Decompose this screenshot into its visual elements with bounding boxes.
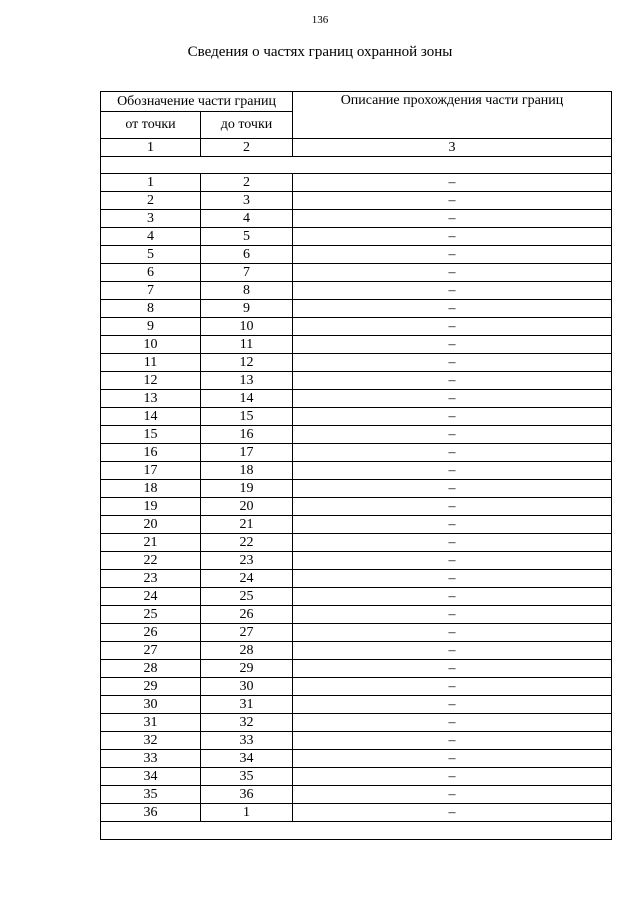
table-row bbox=[101, 282, 612, 300]
from-point-cell: 15 bbox=[101, 426, 201, 444]
description-cell: – bbox=[293, 480, 612, 498]
description-cell: – bbox=[293, 210, 612, 228]
description-cell: – bbox=[293, 660, 612, 678]
to-point-cell: 30 bbox=[201, 678, 293, 696]
to-point-cell: 11 bbox=[201, 336, 293, 354]
description-cell: – bbox=[293, 768, 612, 786]
to-point-cell: 21 bbox=[201, 516, 293, 534]
from-point-cell: 2 bbox=[101, 192, 201, 210]
table-row bbox=[101, 498, 612, 516]
table-row bbox=[101, 354, 612, 372]
from-point-cell: 17 bbox=[101, 462, 201, 480]
description-cell: – bbox=[293, 804, 612, 822]
to-point-cell: 36 bbox=[201, 786, 293, 804]
table-row bbox=[101, 300, 612, 318]
table-row bbox=[101, 246, 612, 264]
description-cell: – bbox=[293, 786, 612, 804]
to-point-cell: 22 bbox=[201, 534, 293, 552]
description-cell: – bbox=[293, 426, 612, 444]
to-point-cell: 12 bbox=[201, 354, 293, 372]
description-cell: – bbox=[293, 264, 612, 282]
description-cell: – bbox=[293, 192, 612, 210]
to-point-cell: 27 bbox=[201, 624, 293, 642]
from-point-cell: 31 bbox=[101, 714, 201, 732]
from-point-cell: 6 bbox=[101, 264, 201, 282]
description-cell: – bbox=[293, 714, 612, 732]
description-cell: – bbox=[293, 696, 612, 714]
description-cell: – bbox=[293, 318, 612, 336]
to-point-cell: 15 bbox=[201, 408, 293, 426]
from-point-cell: 14 bbox=[101, 408, 201, 426]
from-point-cell: 7 bbox=[101, 282, 201, 300]
header-description: Описание прохождения части границ bbox=[293, 92, 612, 139]
description-cell: – bbox=[293, 336, 612, 354]
table-row bbox=[101, 750, 612, 768]
to-point-cell: 35 bbox=[201, 768, 293, 786]
from-point-cell: 26 bbox=[101, 624, 201, 642]
to-point-cell: 5 bbox=[201, 228, 293, 246]
table-row bbox=[101, 210, 612, 228]
table-row bbox=[101, 660, 612, 678]
table-row bbox=[101, 642, 612, 660]
from-point-cell: 18 bbox=[101, 480, 201, 498]
from-point-cell: 3 bbox=[101, 210, 201, 228]
description-cell: – bbox=[293, 624, 612, 642]
to-point-cell: 28 bbox=[201, 642, 293, 660]
to-point-cell: 10 bbox=[201, 318, 293, 336]
from-point-cell: 13 bbox=[101, 390, 201, 408]
page-title: Сведения о частях границ охранной зоны bbox=[187, 44, 453, 60]
to-point-cell: 24 bbox=[201, 570, 293, 588]
from-point-cell: 19 bbox=[101, 498, 201, 516]
description-cell: – bbox=[293, 300, 612, 318]
from-point-cell: 28 bbox=[101, 660, 201, 678]
from-point-cell: 8 bbox=[101, 300, 201, 318]
table-row bbox=[101, 678, 612, 696]
to-point-cell: 8 bbox=[201, 282, 293, 300]
to-point-cell: 33 bbox=[201, 732, 293, 750]
to-point-cell: 20 bbox=[201, 498, 293, 516]
from-point-cell: 12 bbox=[101, 372, 201, 390]
description-cell: – bbox=[293, 174, 612, 192]
table-row bbox=[101, 174, 612, 192]
to-point-cell: 2 bbox=[201, 174, 293, 192]
from-point-cell: 4 bbox=[101, 228, 201, 246]
table-row bbox=[101, 318, 612, 336]
to-point-cell: 17 bbox=[201, 444, 293, 462]
table-row bbox=[101, 390, 612, 408]
empty-row bbox=[101, 157, 612, 174]
from-point-cell: 35 bbox=[101, 786, 201, 804]
header-to-point: до точки bbox=[201, 112, 293, 139]
from-point-cell: 33 bbox=[101, 750, 201, 768]
from-point-cell: 22 bbox=[101, 552, 201, 570]
from-point-cell: 27 bbox=[101, 642, 201, 660]
table-row bbox=[101, 336, 612, 354]
description-cell: – bbox=[293, 228, 612, 246]
empty-row bbox=[101, 822, 612, 840]
description-cell: – bbox=[293, 498, 612, 516]
from-point-cell: 34 bbox=[101, 768, 201, 786]
table-row bbox=[101, 534, 612, 552]
table-row bbox=[101, 228, 612, 246]
description-cell: – bbox=[293, 570, 612, 588]
to-point-cell: 6 bbox=[201, 246, 293, 264]
table-row bbox=[101, 426, 612, 444]
description-cell: – bbox=[293, 444, 612, 462]
column-number: 1 bbox=[101, 139, 201, 157]
header-boundary-part: Обозначение части границ bbox=[101, 92, 293, 112]
to-point-cell: 16 bbox=[201, 426, 293, 444]
table-row bbox=[101, 462, 612, 480]
from-point-cell: 24 bbox=[101, 588, 201, 606]
description-cell: – bbox=[293, 354, 612, 372]
from-point-cell: 20 bbox=[101, 516, 201, 534]
to-point-cell: 32 bbox=[201, 714, 293, 732]
to-point-cell: 26 bbox=[201, 606, 293, 624]
to-point-cell: 19 bbox=[201, 480, 293, 498]
to-point-cell: 9 bbox=[201, 300, 293, 318]
table-row bbox=[101, 714, 612, 732]
from-point-cell: 23 bbox=[101, 570, 201, 588]
table-row bbox=[101, 768, 612, 786]
to-point-cell: 34 bbox=[201, 750, 293, 768]
description-cell: – bbox=[293, 246, 612, 264]
to-point-cell: 13 bbox=[201, 372, 293, 390]
description-cell: – bbox=[293, 282, 612, 300]
to-point-cell: 1 bbox=[201, 804, 293, 822]
description-cell: – bbox=[293, 606, 612, 624]
description-cell: – bbox=[293, 372, 612, 390]
from-point-cell: 10 bbox=[101, 336, 201, 354]
description-cell: – bbox=[293, 534, 612, 552]
table-row bbox=[101, 732, 612, 750]
table-row bbox=[101, 480, 612, 498]
description-cell: – bbox=[293, 732, 612, 750]
to-point-cell: 3 bbox=[201, 192, 293, 210]
table-row bbox=[101, 786, 612, 804]
to-point-cell: 18 bbox=[201, 462, 293, 480]
to-point-cell: 31 bbox=[201, 696, 293, 714]
to-point-cell: 25 bbox=[201, 588, 293, 606]
table-body bbox=[101, 174, 612, 822]
boundary-parts-table bbox=[100, 91, 612, 840]
to-point-cell: 7 bbox=[201, 264, 293, 282]
to-point-cell: 14 bbox=[201, 390, 293, 408]
table-row bbox=[101, 264, 612, 282]
column-number: 2 bbox=[201, 139, 293, 157]
table-row bbox=[101, 516, 612, 534]
from-point-cell: 5 bbox=[101, 246, 201, 264]
to-point-cell: 23 bbox=[201, 552, 293, 570]
from-point-cell: 36 bbox=[101, 804, 201, 822]
table-row bbox=[101, 444, 612, 462]
from-point-cell: 9 bbox=[101, 318, 201, 336]
description-cell: – bbox=[293, 552, 612, 570]
table-row bbox=[101, 408, 612, 426]
to-point-cell: 4 bbox=[201, 210, 293, 228]
table-row bbox=[101, 552, 612, 570]
page-number: 136 bbox=[311, 14, 329, 26]
description-cell: – bbox=[293, 678, 612, 696]
column-number: 3 bbox=[293, 139, 612, 157]
table-row bbox=[101, 624, 612, 642]
description-cell: – bbox=[293, 390, 612, 408]
table-row bbox=[101, 696, 612, 714]
column-number-row bbox=[101, 139, 612, 157]
from-point-cell: 16 bbox=[101, 444, 201, 462]
from-point-cell: 25 bbox=[101, 606, 201, 624]
to-point-cell: 29 bbox=[201, 660, 293, 678]
from-point-cell: 1 bbox=[101, 174, 201, 192]
from-point-cell: 30 bbox=[101, 696, 201, 714]
description-cell: – bbox=[293, 750, 612, 768]
description-cell: – bbox=[293, 408, 612, 426]
table-row bbox=[101, 570, 612, 588]
table-row bbox=[101, 606, 612, 624]
description-cell: – bbox=[293, 462, 612, 480]
from-point-cell: 21 bbox=[101, 534, 201, 552]
description-cell: – bbox=[293, 642, 612, 660]
description-cell: – bbox=[293, 516, 612, 534]
description-cell: – bbox=[293, 588, 612, 606]
table-row bbox=[101, 192, 612, 210]
table-row bbox=[101, 588, 612, 606]
from-point-cell: 29 bbox=[101, 678, 201, 696]
table-row bbox=[101, 804, 612, 822]
table-row bbox=[101, 372, 612, 390]
from-point-cell: 32 bbox=[101, 732, 201, 750]
header-from-point: от точки bbox=[101, 112, 201, 139]
from-point-cell: 11 bbox=[101, 354, 201, 372]
